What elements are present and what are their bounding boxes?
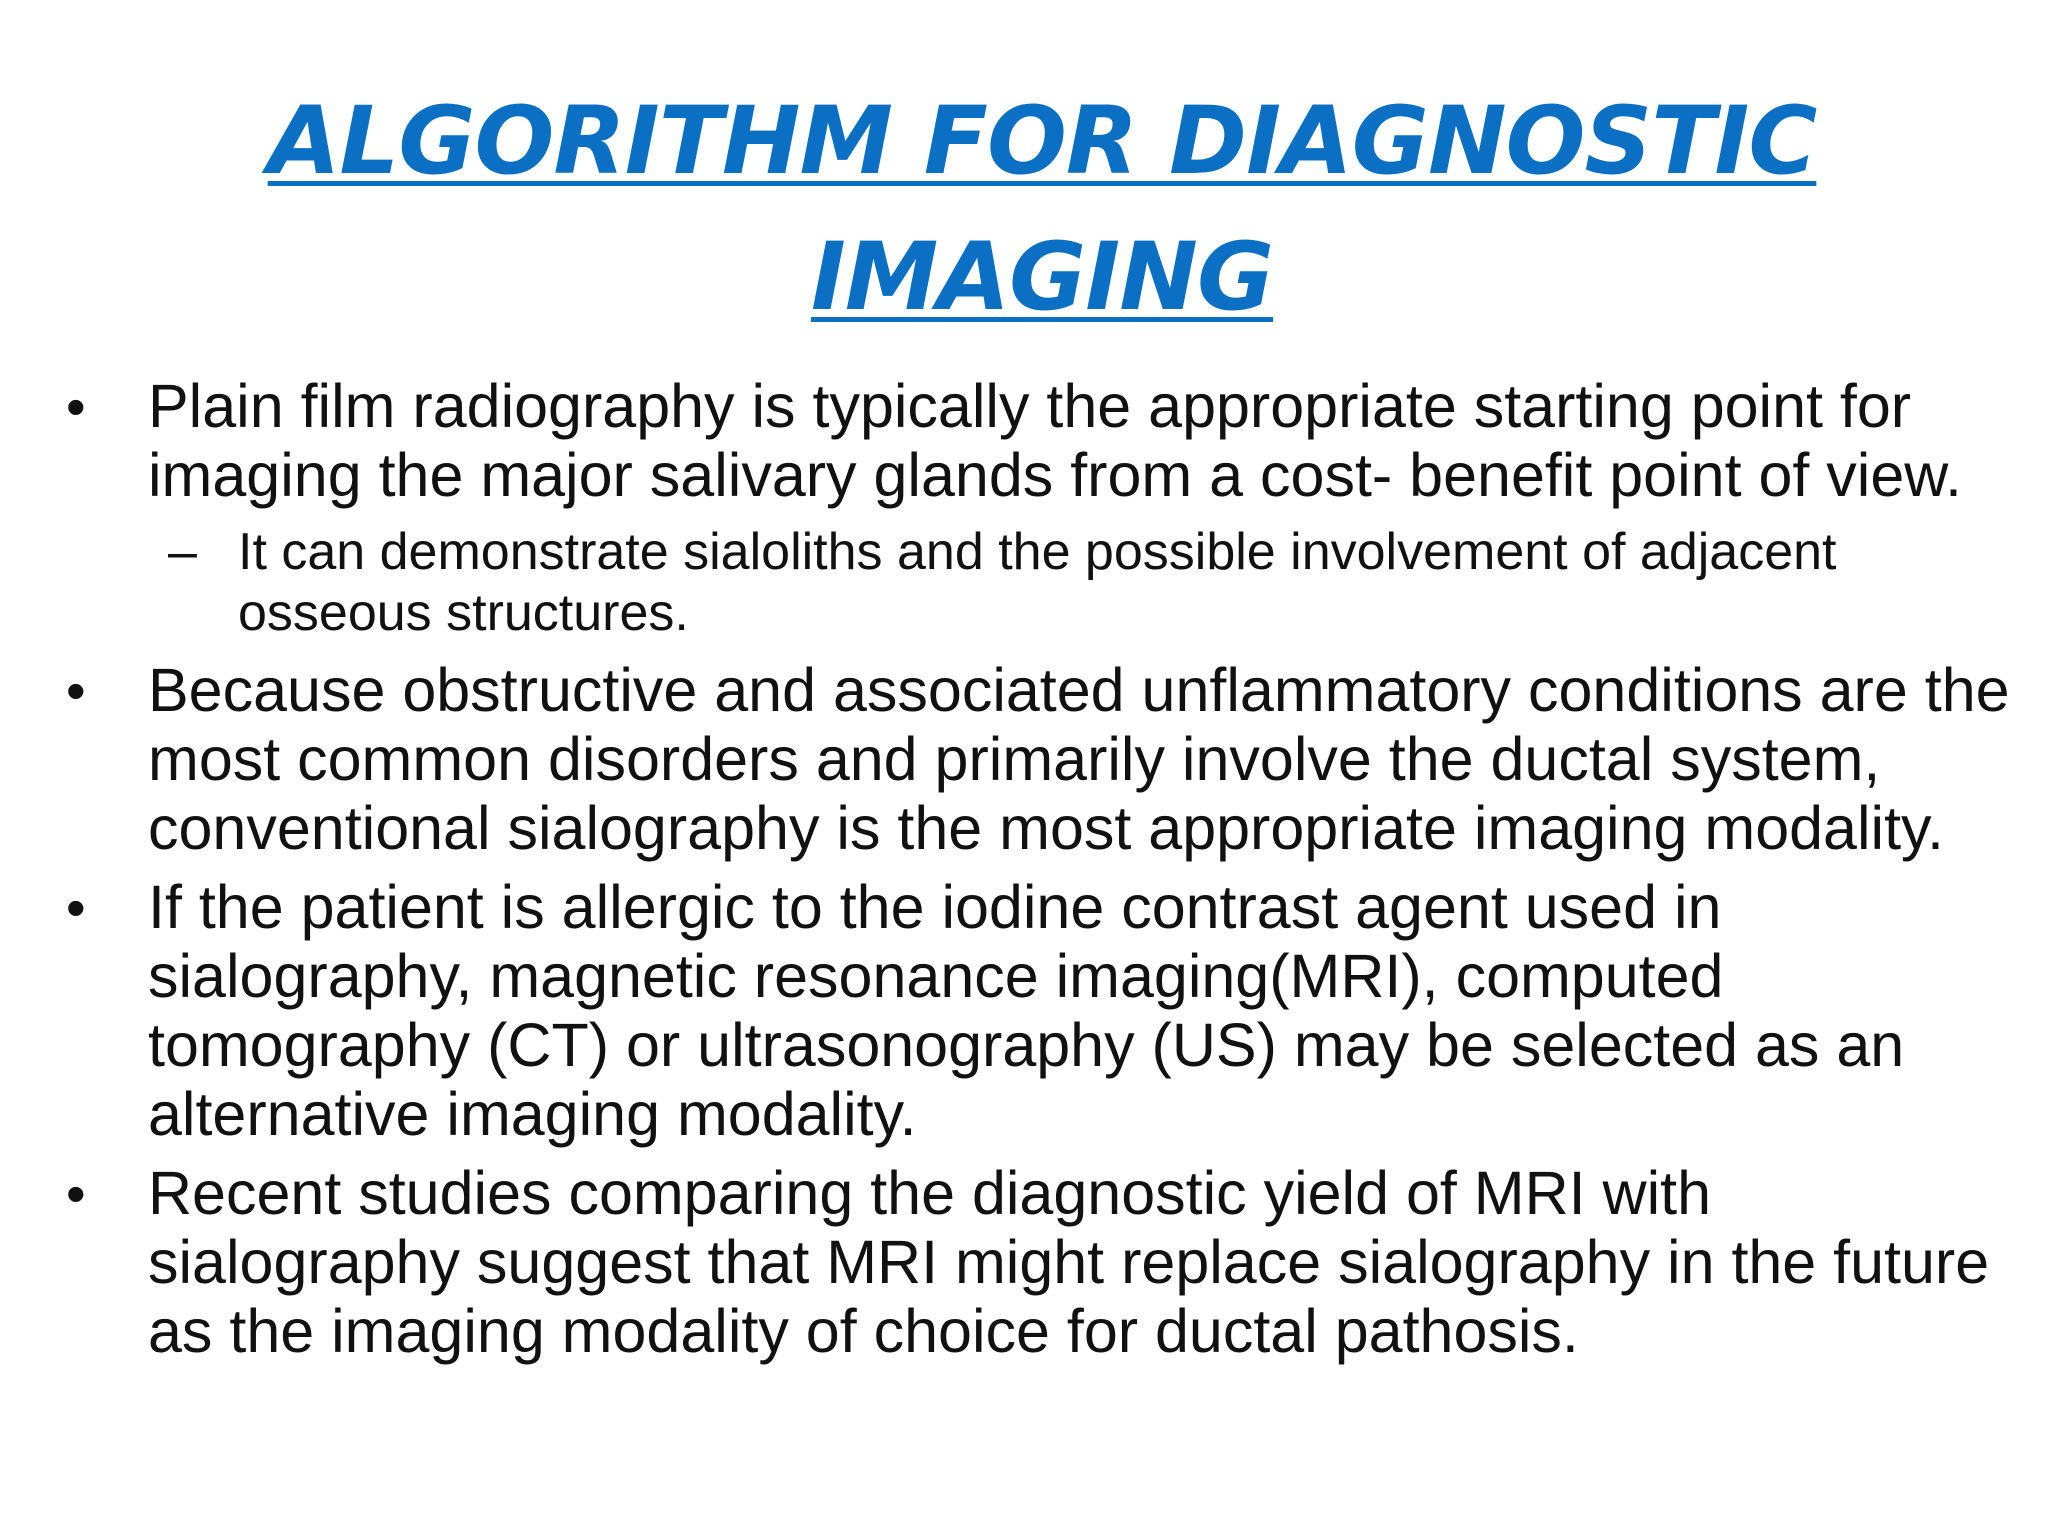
bullet-marker: •: [66, 876, 86, 939]
bullet-item-1: [0, 372, 2048, 510]
sub-bullet-marker: –: [168, 523, 197, 581]
bullet-item-2: [0, 656, 2048, 863]
bullet-text: Recent studies comparing the diagnostic yield of MRI with sialography suggest that MRI might replace sialography in the future as the imaging modality of choice for ductal pathosis.: [148, 1159, 1990, 1365]
slide-title: [200, 74, 1884, 346]
title-line-1: ALGORITHM FOR DIAGNOSTIC: [267, 87, 1817, 196]
sub-bullet-text: It can demonstrate sialoliths and the possible involvement of adjacent osseous structures.: [238, 523, 1837, 642]
bullet-text: Plain film radiography is typically the appropriate starting point for imaging the major salivary glands from a cost- benefit point of view.: [148, 372, 1962, 509]
bullet-item-3: [0, 873, 2048, 1149]
bullet-item-4: [0, 1159, 2048, 1366]
bullet-marker: •: [66, 375, 86, 438]
bullet-marker: •: [66, 1162, 86, 1225]
bullet-text: Because obstructive and associated unflammatory conditions are the most common disorders and primarily involve the ductal system, conventional sialography is the most appropriate imaging modality.: [148, 656, 2010, 862]
bullet-list: [0, 372, 2048, 1376]
title-line-2: IMAGING: [810, 223, 1274, 332]
sub-bullet-item-1: [0, 522, 2048, 644]
bullet-text: If the patient is allergic to the iodine contrast agent used in sialography, magnetic resonance imaging(MRI), computed tomography (CT) or ultrasonography (US) may be selected as an alternative imaging modality.: [148, 873, 1905, 1148]
bullet-marker: •: [66, 659, 86, 722]
